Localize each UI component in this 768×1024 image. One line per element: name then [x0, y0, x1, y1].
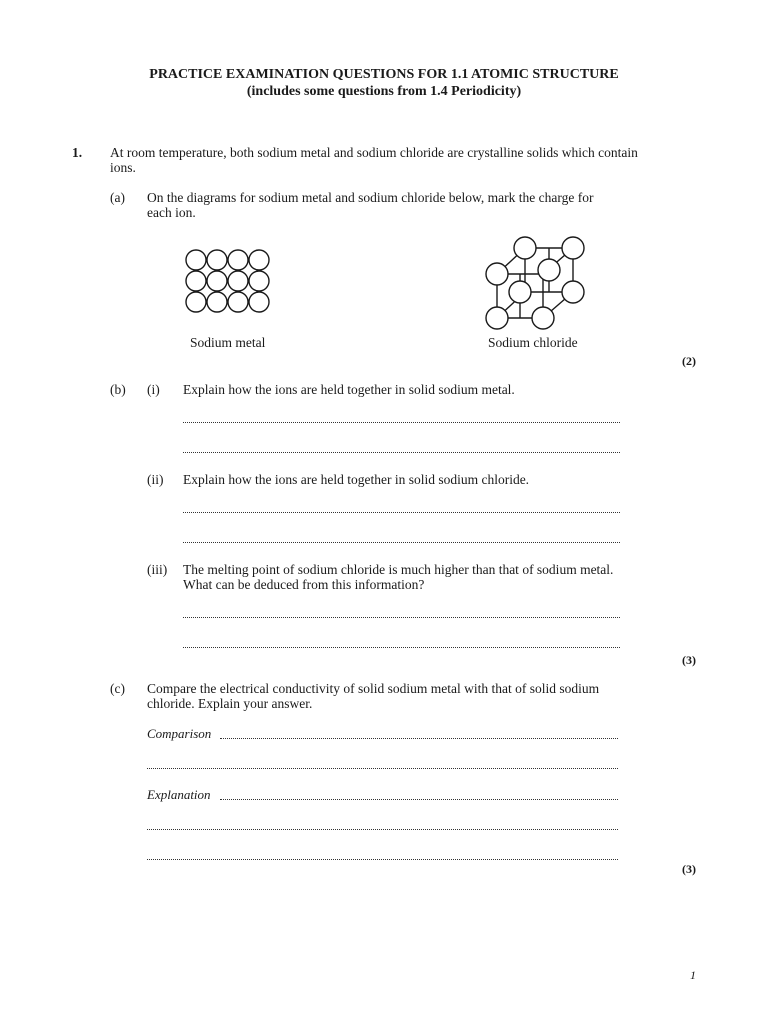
comparison-label: Comparison — [147, 726, 212, 741]
answer-line-b-i-2[interactable] — [183, 451, 620, 453]
answer-line-comparison-2[interactable] — [147, 767, 618, 769]
question-stem-line1: At room temperature, both sodium metal and sodium chloride are crystalline solids which contain — [110, 145, 638, 160]
page-number: 1 — [690, 968, 696, 982]
part-b-iii-text-line2: What can be deduced from this information? — [183, 577, 425, 592]
part-c-label: (c) — [110, 681, 125, 696]
part-b-iii-label: (iii) — [147, 562, 168, 577]
part-b-i-label: (i) — [147, 382, 160, 397]
answer-line-b-ii-1[interactable] — [183, 511, 620, 513]
part-a-label: (a) — [110, 190, 125, 205]
part-a-marks: (2) — [682, 354, 696, 368]
sodium-metal-lattice-diagram[interactable] — [180, 246, 280, 318]
caption-sodium-metal: Sodium metal — [190, 335, 266, 350]
answer-line-b-iii-2[interactable] — [183, 646, 620, 648]
question-stem-line2: ions. — [110, 160, 136, 175]
part-a-text-line2: each ion. — [147, 205, 196, 220]
part-c-text-line2: chloride. Explain your answer. — [147, 696, 313, 711]
answer-line-comparison-1[interactable] — [220, 737, 618, 739]
explanation-label: Explanation — [147, 787, 211, 802]
part-b-marks: (3) — [682, 653, 696, 667]
page-subtitle: (includes some questions from 1.4 Periodicity) — [246, 84, 522, 99]
caption-sodium-chloride: Sodium chloride — [488, 335, 578, 350]
part-b-iii-text-line1: The melting point of sodium chloride is much higher than that of sodium metal. — [183, 562, 614, 577]
answer-line-b-ii-2[interactable] — [183, 541, 620, 543]
part-a-text-line1: On the diagrams for sodium metal and sodium chloride below, mark the charge for — [147, 190, 594, 205]
part-b-i-text: Explain how the ions are held together in solid sodium metal. — [183, 382, 515, 397]
page-title: PRACTICE EXAMINATION QUESTIONS FOR 1.1 ATOMIC STRUCTURE — [149, 67, 619, 82]
answer-line-b-i-1[interactable] — [183, 421, 620, 423]
part-c-text-line1: Compare the electrical conductivity of solid sodium metal with that of solid sodium — [147, 681, 600, 696]
answer-line-explanation-2[interactable] — [147, 828, 618, 830]
part-c-marks: (3) — [682, 862, 696, 876]
sodium-chloride-lattice-diagram[interactable] — [478, 232, 590, 332]
part-b-label: (b) — [110, 382, 126, 397]
part-b-ii-text: Explain how the ions are held together in solid sodium chloride. — [183, 472, 530, 487]
question-number: 1. — [72, 145, 83, 160]
answer-line-explanation-1[interactable] — [220, 798, 618, 800]
answer-line-explanation-3[interactable] — [147, 858, 618, 860]
answer-line-b-iii-1[interactable] — [183, 616, 620, 618]
part-b-ii-label: (ii) — [147, 472, 164, 487]
